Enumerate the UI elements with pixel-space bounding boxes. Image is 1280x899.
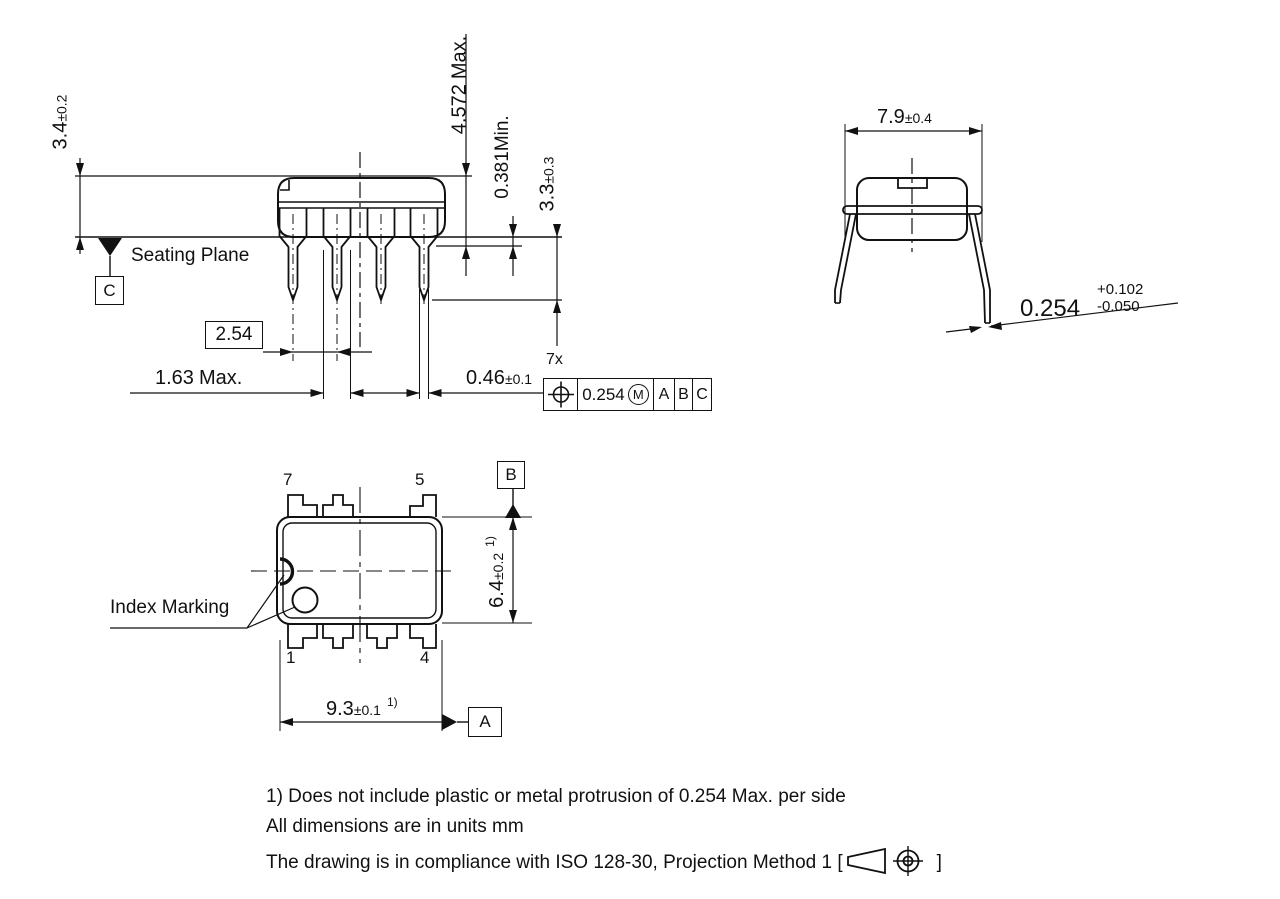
pin-1-label: 1 (286, 648, 296, 667)
fcf-datum-c-cell: C (692, 379, 711, 410)
pitch-basic-dim-box: 2.54 (205, 321, 263, 349)
index-dimple (293, 588, 318, 613)
position-tolerance-cell (544, 379, 577, 410)
dim-overall-height: 4.572Max. (448, 35, 471, 135)
fcf-count: 7x (546, 351, 563, 368)
dim-package-width: 7.9±0.4 (877, 106, 932, 128)
side-view-linework (75, 34, 562, 399)
note-protrusion: 1) Does not include plastic or metal protrusion of 0.254 Max. per side (266, 786, 846, 807)
datum-a-box: A (468, 707, 502, 737)
dim-shoulder-width: 1.63 Max. (155, 367, 243, 389)
first-angle-projection-icon (845, 845, 935, 877)
dim-body-length: 9.3±0.1 $^{1)}$ (326, 695, 398, 720)
pin-5-label: 5 (415, 470, 425, 489)
index-marking-label: Index Marking (110, 597, 230, 618)
fcf-datum-b-cell: B (674, 379, 692, 410)
datum-c-triangle (98, 238, 122, 276)
tolerance-value-cell: 0.254 M (577, 379, 653, 410)
dim-body-height: 3.4±0.2 (49, 94, 72, 150)
note-units: All dimensions are in units mm (266, 816, 524, 837)
datum-b-triangle (505, 489, 521, 518)
dim-lead-length: 3.3±0.3 (536, 156, 559, 212)
datum-c-box: C (95, 276, 124, 305)
circled-m-icon: M (628, 384, 649, 405)
pin-7-label: 7 (283, 470, 293, 489)
dim-standoff: 0.381Min. (492, 115, 513, 199)
dim-lead-thickness-tols: +0.102 -0.050 (1097, 281, 1144, 315)
seating-plane-label: Seating Plane (131, 245, 250, 266)
feature-control-frame (543, 378, 712, 411)
dim-lead-width: 0.46±0.1 (466, 367, 533, 389)
datum-b-box: B (497, 461, 525, 489)
note-projection: The drawing is in compliance with ISO 128-30, Projection Method 1 [ ] (266, 845, 942, 877)
datum-a-triangle (442, 714, 468, 730)
dim-lead-thickness: 0.254 (1020, 295, 1081, 322)
position-tolerance-icon (546, 379, 576, 410)
fcf-datum-a-cell: A (653, 379, 674, 410)
pin-4-label: 4 (420, 648, 430, 667)
dim-body-width: $6.4\pm 0.2^{1)}$ (483, 536, 508, 608)
